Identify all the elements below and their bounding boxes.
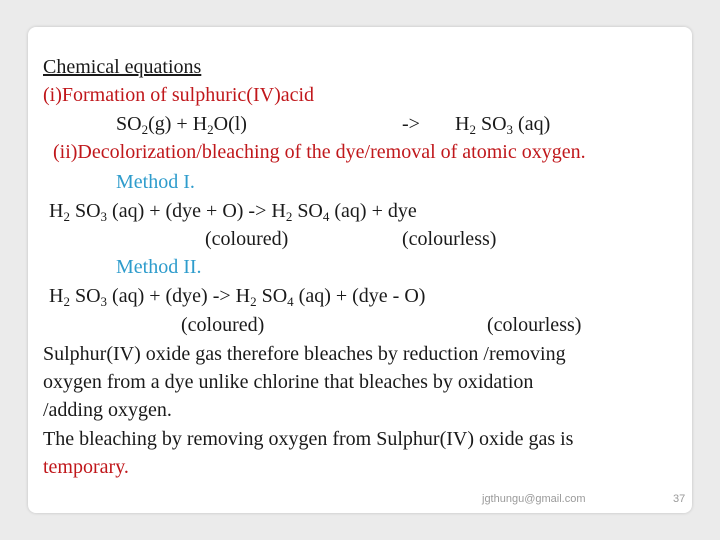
method1-colourless-note: (colourless)	[402, 228, 497, 250]
method2-label: Method II.	[116, 256, 202, 278]
paragraph2-line2: temporary.	[43, 456, 129, 478]
footer-email: jgthungu@gmail.com	[482, 493, 586, 505]
paragraph2-line1: The bleaching by removing oxygen from Sulphur(IV) oxide gas is	[43, 428, 574, 450]
method2-coloured-note: (coloured)	[181, 314, 265, 336]
paragraph1-line1: Sulphur(IV) oxide gas therefore bleaches by reduction /removing	[43, 343, 566, 365]
method2-equation: $H_2$ $SO_3$ $(aq) + (dye) -> H_2$ $SO_4$ (aq) + (dye - O)	[49, 285, 426, 309]
formation-arrow: ->	[402, 113, 420, 135]
formation-equation: $SO_2(g) + H_2O(l)$	[116, 113, 247, 137]
paragraph1-line2: oxygen from a dye unlike chlorine that bleaches by oxidation	[43, 371, 534, 393]
part2-title: (ii)Decolorization/bleaching of the dye/removal of atomic oxygen.	[53, 141, 586, 163]
formation-product: $H_2$ $SO_3$ (aq)	[455, 113, 551, 137]
method1-equation: $H_2$ $SO_3$ $(aq) + (dye + O) -> H_2$ $SO_4$ (aq) + dye	[49, 200, 417, 224]
page-number: 37	[673, 493, 686, 505]
paragraph1-line3: /adding oxygen.	[43, 399, 172, 421]
heading: Chemical equations	[43, 56, 202, 78]
method1-coloured-note: (coloured)	[205, 228, 289, 250]
method2-colourless-note: (colourless)	[487, 314, 582, 336]
part1-title: (i)Formation of sulphuric(IV)acid	[43, 84, 315, 106]
method1-label: Method I.	[116, 171, 195, 193]
